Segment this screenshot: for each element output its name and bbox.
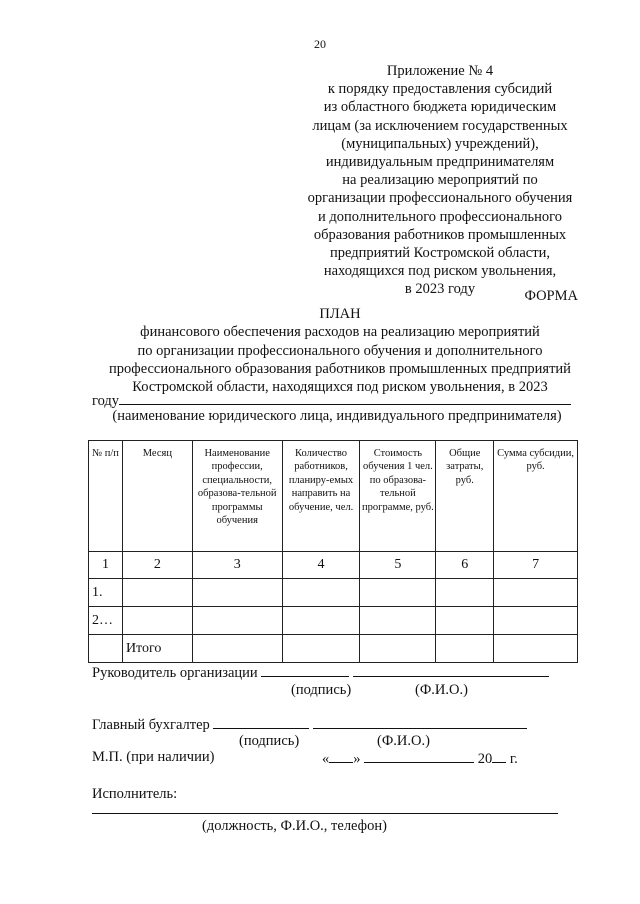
accountant-label: Главный бухгалтер [92, 717, 210, 733]
page-number: 20 [314, 37, 326, 51]
row-num: 1. [89, 579, 123, 607]
table-cell[interactable] [436, 635, 494, 663]
executor-caption: (должность, Ф.И.О., телефон) [202, 818, 387, 834]
col-header-program: Наименование профессии, специальности, образова-тельной программы обучения [192, 441, 282, 552]
col-number: 3 [192, 552, 282, 579]
row-total-label: Итого [122, 635, 192, 663]
plan-line: финансового обеспечения расходов на реализацию мероприятий [140, 324, 540, 341]
entity-name-caption: (наименование юридического лица, индивидуального предпринимателя) [112, 408, 562, 424]
head-fio-caption: (Ф.И.О.) [415, 682, 468, 698]
accountant-signature-line [92, 715, 527, 734]
seal-label: М.П. (при наличии) [92, 749, 215, 765]
table-cell[interactable] [360, 607, 436, 635]
row-num [89, 635, 123, 663]
table-row [89, 579, 578, 607]
head-signature-line [92, 663, 549, 682]
date-quote-open: « [322, 751, 330, 767]
appendix-line: организации профессионального обучения [307, 190, 573, 207]
plan-title: ПЛАН [319, 306, 361, 322]
head-signature-field[interactable] [261, 663, 349, 677]
accountant-podpis-caption: (подпись) [239, 733, 300, 749]
executor-label: Исполнитель: [92, 786, 178, 802]
col-number: 5 [360, 552, 436, 579]
appendix-line: (муниципальных) учреждений), [341, 135, 539, 152]
head-podpis-caption: (подпись) [291, 682, 352, 698]
appendix-line: предприятий Костромской области, [330, 245, 550, 262]
plan-line: Костромской области, находящихся под риском увольнения, в 2023 [132, 379, 548, 396]
col-header-total: Общие затраты, руб. [436, 441, 494, 552]
plan-line: по организации профессионального обучения и дополнительного [137, 342, 543, 359]
col-header-workers: Количество работников, планиру-емых направить на обучение, чел. [282, 441, 360, 552]
executor-field[interactable] [92, 813, 558, 814]
col-header-month: Месяц [122, 441, 192, 552]
entity-name-field[interactable] [119, 391, 571, 405]
row-month[interactable] [122, 579, 192, 607]
plan-table [88, 440, 578, 663]
table-cell[interactable] [192, 635, 282, 663]
col-number: 1 [89, 552, 123, 579]
table-total-row [89, 635, 578, 663]
appendix-line: к порядку предоставления субсидий [327, 81, 553, 98]
date-year-field[interactable] [492, 749, 506, 763]
col-number: 6 [436, 552, 494, 579]
col-header-subsidy: Сумма субсидии, руб. [494, 441, 578, 552]
table-cell[interactable] [192, 579, 282, 607]
accountant-name-field[interactable] [313, 715, 527, 729]
appendix-line: находящихся под риском увольнения, [323, 263, 557, 280]
date-month-field[interactable] [364, 749, 474, 763]
appendix-block [300, 62, 580, 299]
col-header-num: № п/п [89, 441, 123, 552]
table-cell[interactable] [282, 635, 360, 663]
table-cell[interactable] [494, 579, 578, 607]
appendix-line: из областного бюджета юридическим [323, 99, 557, 116]
row-num: 2… [89, 607, 123, 635]
appendix-line: Приложение № 4 [386, 63, 494, 79]
col-number: 7 [494, 552, 578, 579]
table-cell[interactable] [436, 607, 494, 635]
date-day-field[interactable] [329, 749, 353, 763]
appendix-line: в 2023 году [404, 281, 476, 298]
col-number: 4 [282, 552, 360, 579]
col-number: 2 [122, 552, 192, 579]
table-header-row [89, 441, 578, 552]
table-cell[interactable] [282, 579, 360, 607]
table-cell[interactable] [360, 579, 436, 607]
form-label: ФОРМА [524, 288, 578, 304]
plan-title-block [60, 305, 620, 396]
table-cell[interactable] [192, 607, 282, 635]
year-word: году [92, 393, 120, 409]
table-cell[interactable] [282, 607, 360, 635]
accountant-signature-field[interactable] [213, 715, 309, 729]
date-line [322, 749, 518, 768]
appendix-line: образования работников промышленных [313, 226, 567, 243]
appendix-line: и дополнительного профессионального [317, 208, 563, 225]
appendix-line: лицам (за исключением государственных [312, 117, 568, 134]
appendix-line: индивидуальным предпринимателям [325, 154, 555, 171]
accountant-fio-caption: (Ф.И.О.) [377, 733, 430, 749]
col-header-cost: Стоимость обучения 1 чел. по образова-тельной программе, руб. [360, 441, 436, 552]
row-month[interactable] [122, 607, 192, 635]
table-cell[interactable] [436, 579, 494, 607]
table-cell[interactable] [360, 635, 436, 663]
date-quote-close: » [353, 751, 361, 767]
plan-line: профессионального образования работников промышленных предприятий [109, 360, 571, 377]
table-cell[interactable] [494, 635, 578, 663]
head-name-field[interactable] [353, 663, 549, 677]
appendix-line: на реализацию мероприятий по [342, 172, 538, 189]
table-number-row [89, 552, 578, 579]
head-label: Руководитель организации [92, 665, 258, 681]
table-row [89, 607, 578, 635]
date-year-suffix: г. [509, 751, 518, 767]
date-year-prefix: 20 [477, 751, 493, 767]
table-cell[interactable] [494, 607, 578, 635]
